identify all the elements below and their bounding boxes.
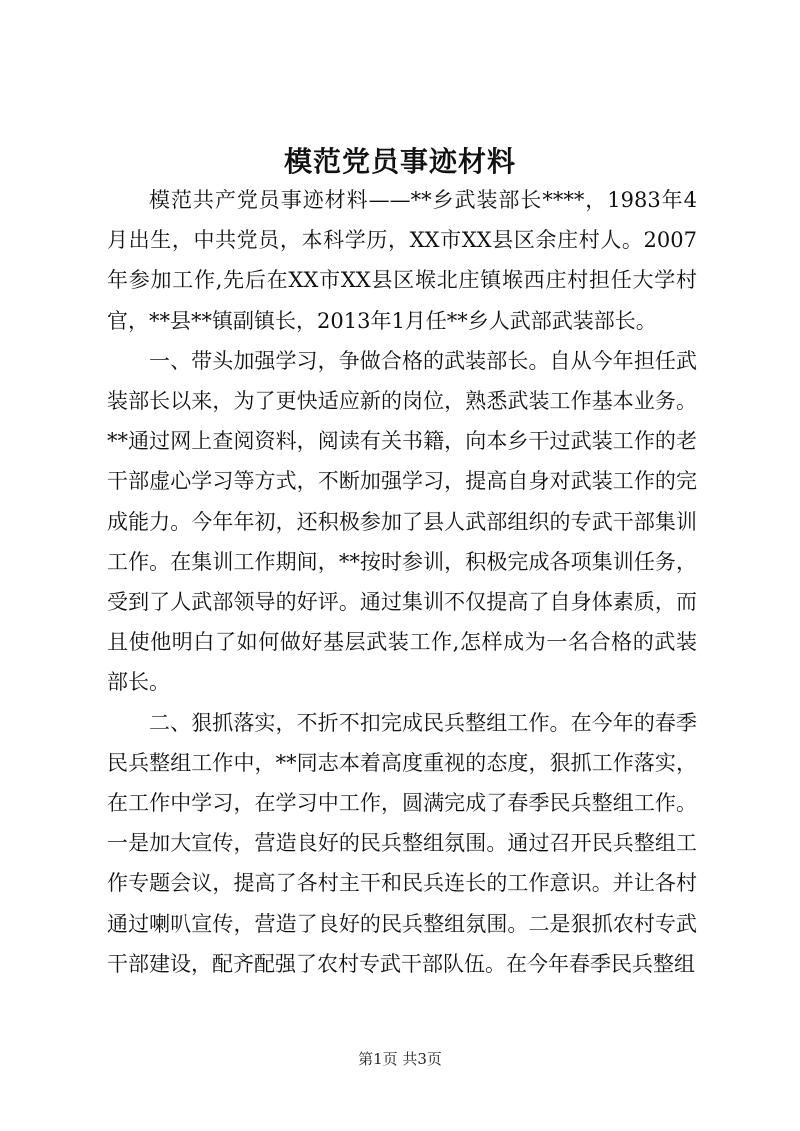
page-footer: 第1页 共3页 (358, 1050, 442, 1068)
paragraph-militia: 二、狠抓落实，不折不扣完成民兵整组工作。在今年的春季民兵整组工作中，**同志本着高度重视的态度，狠抓工作落实，在工作中学习，在学习中工作，圆满完成了春季民兵整组工作。一是加大宣传，营造良好的民兵整组氛围。通过召开民兵整组工作专题会议，提高了各村主干和民兵连长的工作意识。并让各村通过喇叭宣传，营造了良好的民兵整组氛围。二是狠抓农村专武干部建设，配齐配强了农村专武干部队伍。在今年春季民兵整组 (107, 710, 697, 976)
paragraph-intro: 模范共产党员事迹材料——**乡武装部长****，1983年4月出生，中共党员，本科学历，XX市XX县区余庄村人。2007年参加工作,先后在XX市XX县区堠北庄镇堠西庄村担任大学村官，**县**镇副镇长，2013年1月任**乡人武部武装部长。 (107, 188, 697, 333)
document-body (107, 180, 697, 984)
paragraph-study: 一、带头加强学习，争做合格的武装部长。自从今年担任武装部长以来，为了更快适应新的岗位，熟悉武装工作基本业务。**通过网上查阅资料，阅读有关书籍，向本乡干过武装工作的老干部虚心学习等方式，不断加强学习，提高自身对武装工作的完成能力。今年年初，还积极参加了县人武部组织的专武干部集训工作。在集训工作期间，**按时参训，积极完成各项集训任务，受到了人武部领导的好评。通过集训不仅提高了自身体素质，而且使他明白了如何做好基层武装工作,怎样成为一名合格的武装部长。 (107, 348, 697, 695)
page-title: 模范党员事迹材料 (283, 145, 516, 178)
